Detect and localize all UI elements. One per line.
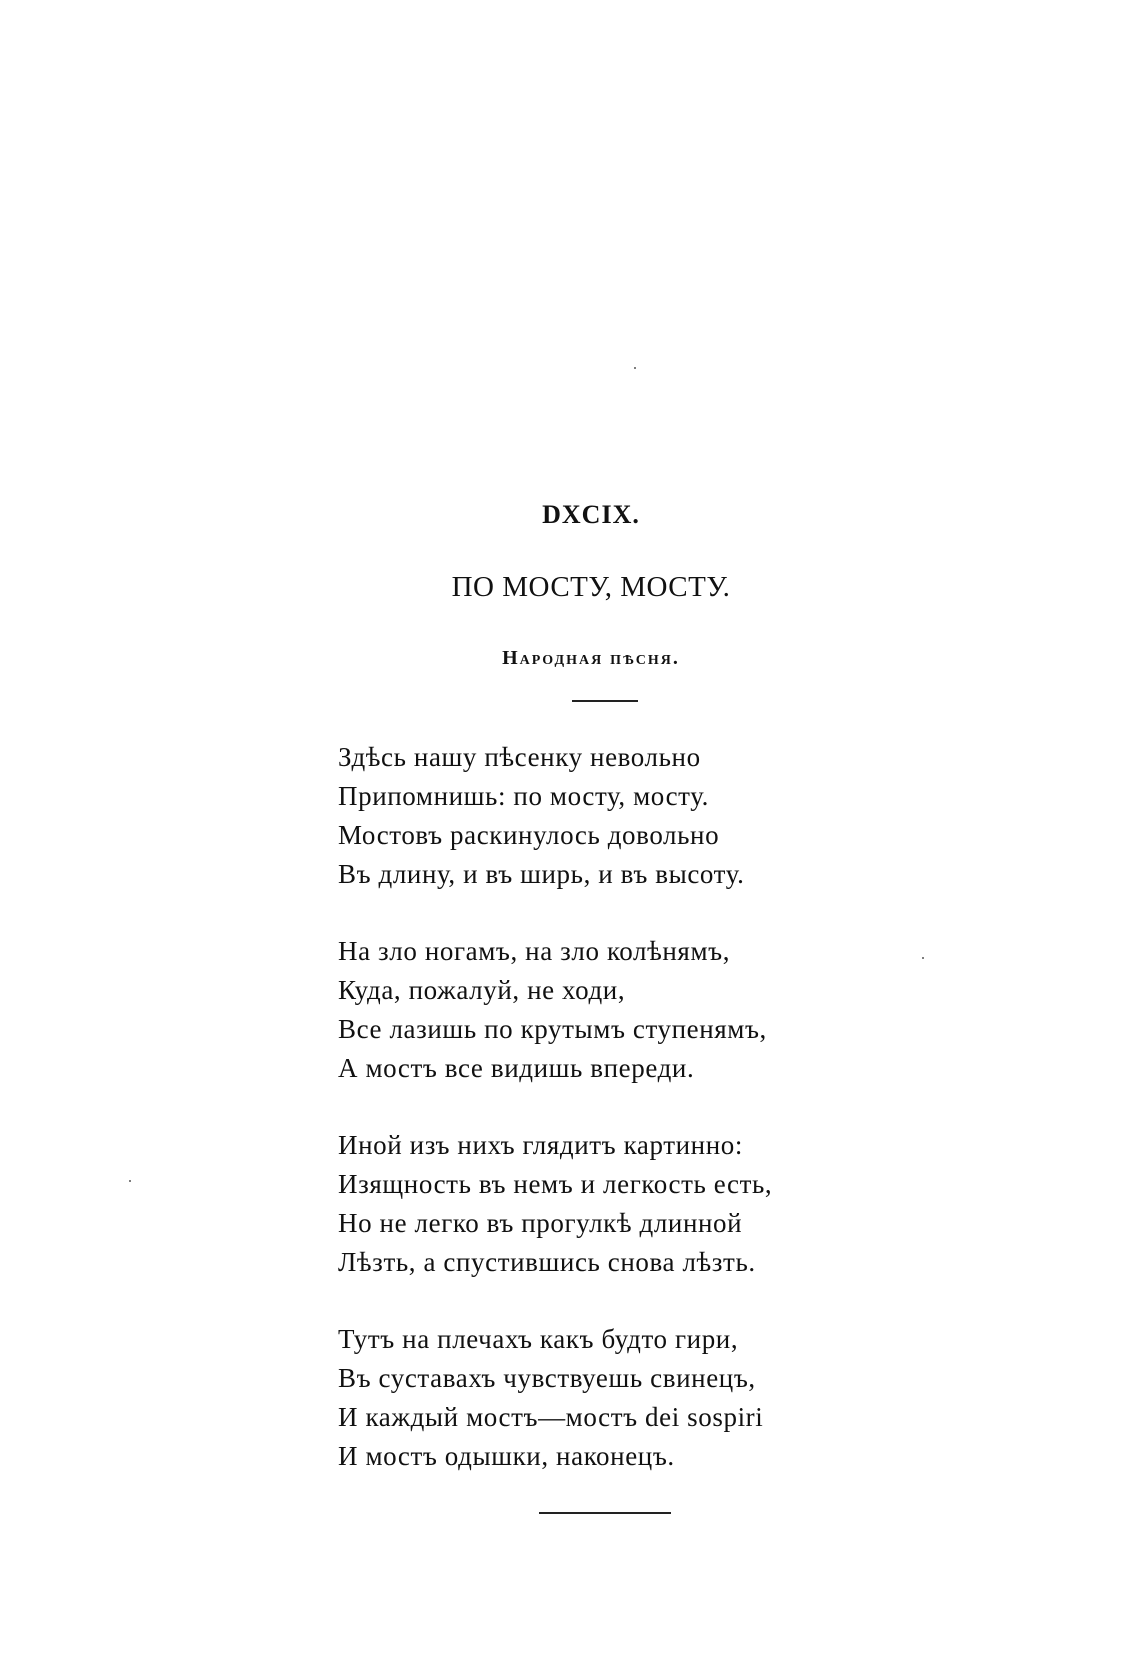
verse-line: Здѣсь нашу пѣсенку невольно bbox=[338, 742, 701, 772]
verse-line: Лѣзть, а спустившись снова лѣзть. bbox=[338, 1247, 756, 1277]
page-speck bbox=[129, 1180, 131, 1182]
verse-line: Въ длину, и въ ширь, и въ высоту. bbox=[338, 859, 745, 889]
end-divider bbox=[539, 1512, 671, 1514]
stanza bbox=[338, 1126, 898, 1282]
verse-line: Тутъ на плечахъ какъ будто гири, bbox=[338, 1324, 739, 1354]
stanza bbox=[338, 932, 898, 1088]
verse-line: Куда, пожалуй, не ходи, bbox=[338, 975, 626, 1005]
verse-line: На зло ногамъ, на зло колѣнямъ, bbox=[338, 936, 731, 966]
verse-line: Въ суставахъ чувствуешь свинецъ, bbox=[338, 1363, 756, 1393]
verse-line: А мостъ все видишь впереди. bbox=[338, 1053, 695, 1083]
stanza bbox=[338, 738, 898, 894]
verse-line: И мостъ одышки, наконецъ. bbox=[338, 1441, 675, 1471]
verse-line: Припомнишь: по мосту, мосту. bbox=[338, 781, 709, 811]
poem-subtitle: Народная пѣсня. bbox=[502, 647, 680, 669]
poem-title: ПО МОСТУ, МОСТУ. bbox=[451, 571, 731, 603]
verse-line: Мостовъ раскинулось довольно bbox=[338, 820, 720, 850]
page-speck bbox=[922, 957, 924, 959]
verse-line: Но не легко въ прогулкѣ длинной bbox=[338, 1208, 743, 1238]
verse-line: Все лазишь по крутымъ ступенямъ, bbox=[338, 1014, 767, 1044]
verse-line: Иной изъ нихъ глядитъ картинно: bbox=[338, 1130, 743, 1160]
poem-number: DXCIX. bbox=[542, 500, 640, 529]
page-speck bbox=[634, 367, 636, 369]
verse-line: И каждый мостъ—мостъ dei sospiri bbox=[338, 1402, 764, 1432]
title-divider bbox=[572, 700, 638, 702]
verse-line: Изящность въ немъ и легкость есть, bbox=[338, 1169, 773, 1199]
stanza bbox=[338, 1320, 898, 1476]
poem-body bbox=[338, 738, 898, 1514]
